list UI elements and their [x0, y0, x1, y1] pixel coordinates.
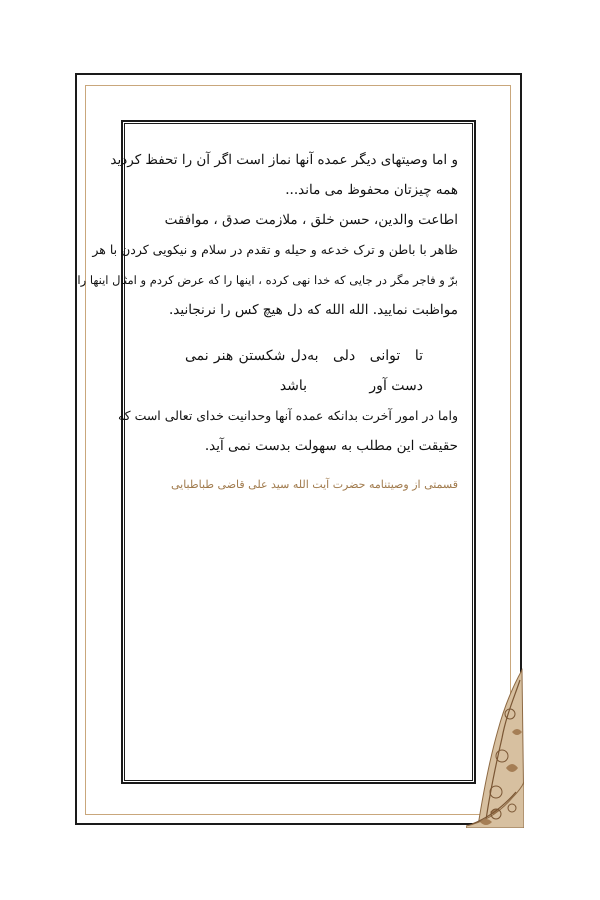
corner-ornament-bottom-icon: [466, 782, 524, 828]
text-line: واما در امور آخرت بدانکه عمده آنها وحدانیت خدای تعالی است که: [117, 408, 458, 423]
source-caption: قسمتی از وصیتنامه حضرت آیت الله سید علی قاضی طباطبایی: [170, 478, 458, 491]
text-line: برّ و فاجر مگر در جایی که خدا نهی کرده ، اینها را که عرض کردم و امثال اینها را: [77, 273, 458, 287]
verse-hemistich-right: تا توانی دلی به دست آور: [307, 348, 423, 394]
text-line: مواظبت نمایید. الله الله که دل هیچ کس را نرنجانید.: [169, 302, 458, 318]
verse-hemistich-left: دل شکستن هنر نمی باشد: [185, 348, 308, 394]
document-body: [77, 145, 458, 495]
text-line: و اما وصیتهای دیگر عمده آنها نماز است اگر آن را تحفظ کردید: [110, 152, 458, 168]
text-line: اطاعت والدین، حسن خلق ، ملازمت صدق ، موافقت: [164, 212, 458, 228]
text-line: حقیقت این مطلب به سهولت بدست نمی آید.: [204, 438, 458, 454]
poem-verse: [140, 341, 458, 401]
text-line: همه چیزتان محفوظ می ماند...: [285, 182, 458, 198]
text-line: ظاهر با باطن و ترک خدعه و حیله و تقدم در سلام و نیکویی کردن با هر: [92, 242, 458, 257]
